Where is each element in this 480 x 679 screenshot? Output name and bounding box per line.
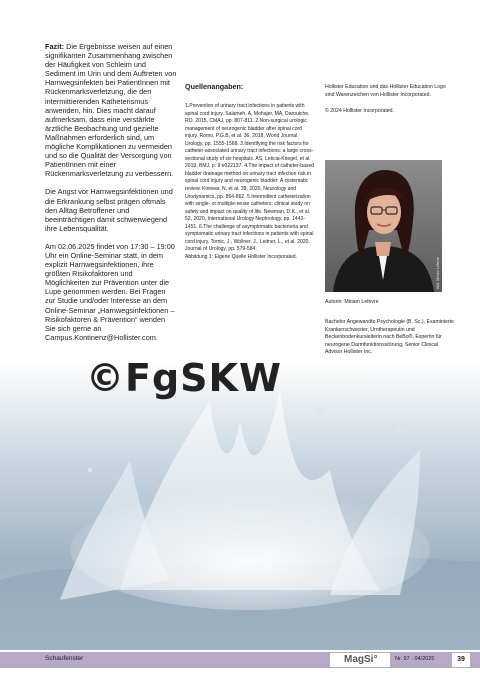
trademark-column [325, 84, 453, 125]
references-heading: Quellenangaben: [185, 82, 244, 91]
conclusion-label: Fazit: [45, 42, 65, 51]
watermark: ©FgSKW [86, 356, 282, 400]
water-splash-image [0, 360, 480, 650]
issue-info: Nr. 97 · 04/2025 [395, 656, 435, 662]
figure-caption: Abbildung 1: Eigene Quelle Hollister Incorporated. [185, 253, 297, 260]
main-text-column [45, 42, 177, 351]
page-number: 39 [452, 653, 470, 667]
section-name: Schaufenster [45, 655, 84, 662]
portrait-illustration [325, 160, 442, 292]
trademark-note: Hollister Education und das Hollister Education Logo sind Warenzeichen von Hollister Incorporated. [325, 84, 446, 98]
author-photo [325, 160, 442, 292]
photo-credit: Bild: Miriam Lefevre [436, 257, 440, 289]
seminar-paragraph: Am 02.06.2025 findet von 17:30 – 19:00 Uhr ein Online-Seminar statt, in dem explizit Harnwegsinfektionen, ihre größten Risikofaktoren und Möglichkeiten zur Prävention unter die Lupe genommen werden. Bei Fragen zur Studie und/oder Interesse an dem Online-Seminar „Harnwegsinfektionen – Risikofaktoren & Prävention“ wenden Sie sich gerne an Campus.Kontinenz@Hollister.com. [45, 241, 175, 342]
author-bio: Bachelor Angewandte Psychologie (B. Sc.), Examinierte Krankenschwester, Urotherapeutin und Beckenbodenkursleiterin nach BeBo®, Expertin für neurogene Darmfunktionsstörung, Senior Clinical Advisor Hollister Inc. [325, 319, 454, 356]
quality-of-life-paragraph: Die Angst vor Harnwegsinfektionen und die Erkrankung selbst prägen oftmals den Alltag Betroffener und beeinträchtigen damit schwerwiegend ihre Lebensqualität. [45, 187, 173, 233]
references-list: 1.Prevention of urinary tract infections in patients with spinal cord injury. Salameh, A, Mohajer, MA, Darouiche, RO. 2015, CMAJ, pp. 807-811. 2.Non-surgical urologic management of neurogenic bladder after spinal cord injury. Romo, P.G.B, et al. 36, 2018, World Journal Urology, pp. 1555-1568. 3.Identifying the risk factors for catheter-associated urinary tract infections: a large cross-sectional study of six hospitals. AS, Leticia-Kriegel, et al. 2019, BMJ, p. 9:e022137. 4.The impact of catheter-based bladder drainage method on urinary tract infection risk in spinal cord injury and neurogenic bladder: A systematic review. Kinnear, N, et al. 39, 2020, Neurology and Urodynamics, pp. 854-862. 5.Intermittent catheterization with single- or multiple-reuse catheters: clinical study on safety and impact on quality of life. Newman, D.K., et al. 52, 2020, International Urology Nephrology, pp. 1443-1451. 6.The challenge of asymptomatic bacteriuria and symptomatic urinary tract infections in patients with spinal cord injury. Tornic, J., Wollner, J., Leitner, L., et al. 2020, Journal of Urology, pp. 579-584. [185, 103, 315, 253]
conclusion-paragraph [45, 42, 177, 178]
author-name: Autorin: Miriam Lefevre [325, 299, 379, 305]
magazine-name: MagSi° [344, 654, 378, 665]
copyright-note: © 2024 Hollister Incorporated. [325, 108, 394, 115]
conclusion-text: Die Ergebnisse weisen auf einen signifikanten Zusammenhang zwischen der Häufigkeit von Schleim und Sediment im Urin und dem Auftreten von Harnwegsinfekten bei PatientInnen mit Rückenmarksverletzung, die den intermittierenden Katheterismus anwenden, hin. Dies macht darauf aufmerksam, dass eine verstärkte ärztliche Beobachtung und gezielte Maßnahmen erforderlich sind, um mögliche Komplikationen zu vermeiden und so die Qualität der Versorgung von PatientInnen mit einer Rückenmarksverletzung zu verbessern. [45, 42, 177, 179]
references-column [185, 82, 315, 261]
page-footer [0, 652, 480, 668]
